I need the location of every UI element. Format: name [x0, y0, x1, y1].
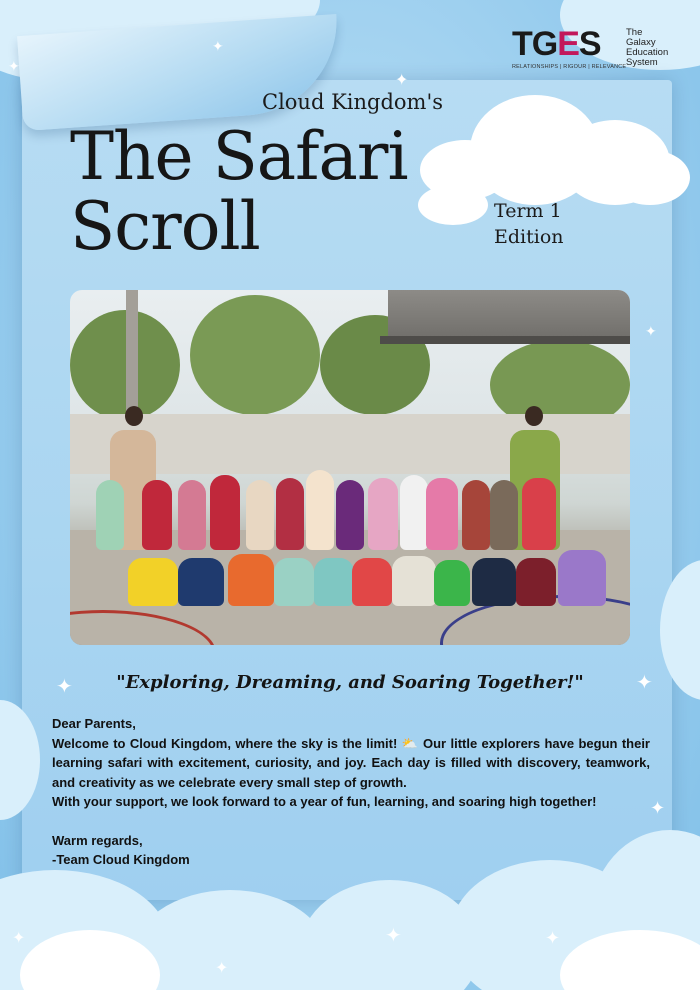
sparkle-icon: ✦: [636, 670, 653, 694]
term-label: Term 1: [494, 200, 562, 222]
person: [392, 556, 436, 606]
person: [128, 558, 178, 606]
logo-tagline: RELATIONSHIPS | RIGOUR | RELEVANCE: [512, 64, 627, 70]
person: [246, 480, 274, 550]
welcome-letter: [52, 714, 650, 870]
person-head: [525, 406, 543, 426]
spacer: [52, 812, 650, 831]
sparkle-icon: ✦: [645, 324, 657, 340]
sparkle-icon: ✦: [215, 958, 229, 977]
person: [96, 480, 124, 550]
sparkle-icon: ✦: [385, 923, 402, 947]
person: [276, 478, 304, 550]
person: [178, 558, 224, 606]
logo-line: Education: [626, 47, 669, 58]
newsletter-title: The Safari: [70, 118, 408, 195]
person: [462, 480, 490, 550]
person: [210, 475, 240, 550]
sparkle-icon: ✦: [545, 928, 561, 949]
person: [472, 558, 516, 606]
letter-closing: Warm regards,: [52, 832, 143, 848]
person: [368, 478, 398, 550]
sparkle-icon: ✦: [12, 928, 26, 947]
person: [516, 558, 556, 606]
edition-word: Edition: [494, 226, 564, 248]
person: [490, 480, 518, 550]
newsletter-kicker: Cloud Kingdom's: [262, 90, 443, 114]
tree-shape: [70, 310, 180, 420]
logo-letter-accent: E: [557, 25, 579, 63]
sparkle-icon: ✦: [56, 674, 73, 698]
newsletter-title-line2: Scroll: [70, 188, 260, 265]
header-cloud: [610, 150, 690, 205]
person: [228, 554, 274, 606]
logo-letter: S: [578, 25, 601, 63]
letter-salutation: Dear Parents,: [52, 716, 136, 731]
pillar: [126, 290, 138, 420]
header-cloud: [418, 185, 488, 225]
tges-logo: [512, 26, 682, 74]
logo-line: System: [626, 57, 658, 68]
person: [274, 558, 314, 606]
logo-letters: TG: [512, 25, 558, 63]
person-head: [125, 406, 143, 426]
edition-label: [494, 198, 564, 250]
letter-signature: -Team Cloud Kingdom: [52, 852, 190, 867]
tree-shape: [190, 295, 320, 415]
group-photo: [70, 290, 630, 645]
person: [336, 480, 364, 550]
logo-line: Galaxy: [626, 37, 656, 48]
logo-system-name: [626, 28, 686, 68]
sparkle-icon: ✦: [395, 70, 409, 89]
person: [178, 480, 206, 550]
person: [142, 480, 172, 550]
roof: [388, 290, 630, 342]
person: [306, 470, 334, 550]
person: [400, 475, 428, 550]
person: [352, 558, 392, 606]
person: [558, 550, 606, 606]
sparkle-icon: ✦: [8, 59, 20, 75]
roof-edge: [380, 336, 630, 344]
letter-paragraph: With your support, we look forward to a year of fun, learning, and soaring high together!: [52, 794, 597, 809]
person: [426, 478, 458, 550]
person: [434, 560, 470, 606]
sparkle-icon: ✦: [650, 798, 666, 819]
logo-wordmark: [512, 26, 601, 62]
sparkle-icon: ✦: [212, 39, 224, 55]
logo-line: The: [626, 27, 643, 38]
letter-paragraph: Welcome to Cloud Kingdom, where the sky is the limit! ⛅ Our little explorers have begun their learning safari with excitement, curiosity, and joy. Each day is filled with discovery, teamwork, and creativity as we celebrate every small step of growth.: [52, 735, 650, 790]
newsletter-tagline: "Exploring, Dreaming, and Soaring Together!": [116, 672, 584, 693]
person: [314, 558, 354, 606]
person: [522, 478, 556, 550]
